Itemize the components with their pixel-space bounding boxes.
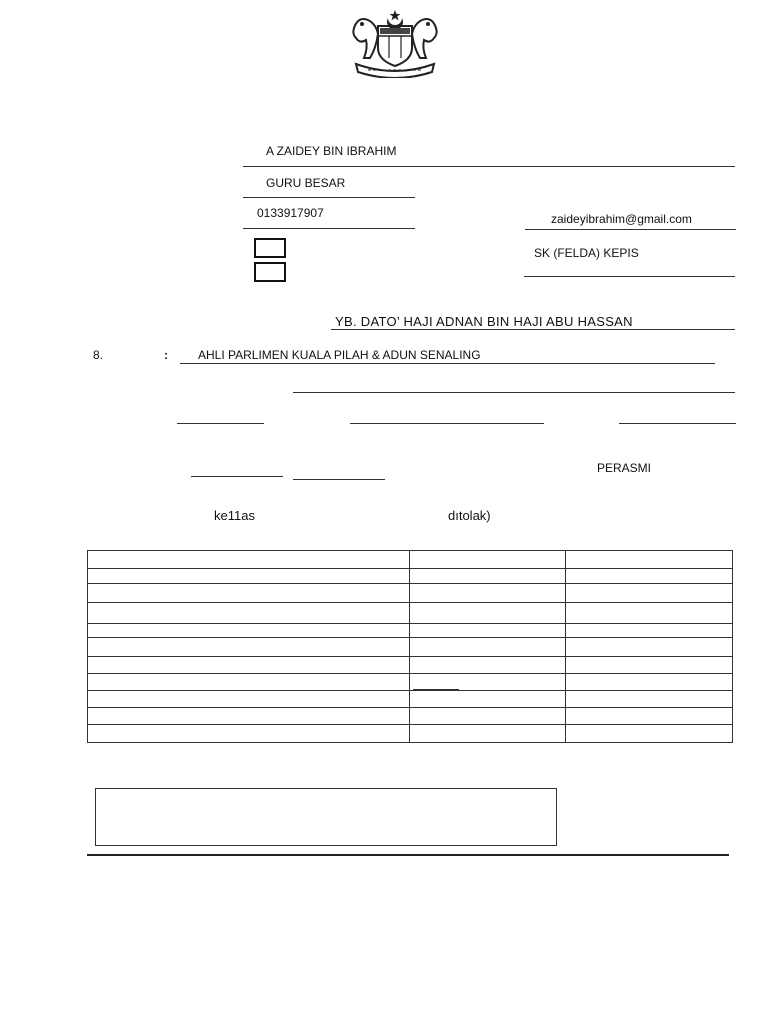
table-cell — [566, 691, 733, 708]
table-cell — [410, 725, 566, 743]
guest-name: YB. DATO’ HAJI ADNAN BIN HAJI ABU HASSAN — [335, 314, 633, 329]
table-underline-mark — [413, 689, 459, 690]
table-row — [88, 691, 733, 708]
item-colon: : — [164, 348, 168, 362]
applicant-school: SK (FELDA) KEPIS — [534, 246, 639, 260]
table-cell — [88, 708, 410, 725]
table-row — [88, 551, 733, 569]
table-row — [88, 624, 733, 638]
blank-line-3a — [191, 476, 283, 477]
table-cell — [566, 638, 733, 657]
table-cell — [566, 603, 733, 624]
fragment-ditolak: dıtolak) — [448, 508, 491, 523]
applicant-position-line — [243, 197, 415, 198]
table-row — [88, 708, 733, 725]
table-cell — [566, 708, 733, 725]
table-cell — [88, 603, 410, 624]
table-cell — [410, 691, 566, 708]
table-cell — [410, 569, 566, 584]
bottom-rule — [87, 854, 729, 856]
blank-line-1 — [293, 392, 735, 393]
table-cell — [88, 657, 410, 674]
table-cell — [88, 624, 410, 638]
applicant-school-line — [524, 276, 735, 277]
table-underline-mark — [570, 637, 608, 638]
table-cell — [410, 584, 566, 603]
table-cell — [566, 569, 733, 584]
table-cell — [566, 584, 733, 603]
guest-name-line — [331, 329, 735, 330]
table-cell — [88, 569, 410, 584]
table-cell — [566, 551, 733, 569]
table-row — [88, 569, 733, 584]
applicant-email-line — [525, 229, 736, 230]
table-underline-mark — [413, 583, 563, 584]
applicant-name: A ZAIDEY BIN IBRAHIM — [266, 144, 397, 158]
table-cell — [410, 624, 566, 638]
table-cell — [410, 603, 566, 624]
checkbox-option-2[interactable] — [254, 262, 286, 282]
table-row — [88, 674, 733, 691]
table-row — [88, 603, 733, 624]
item-number: 8. — [93, 348, 104, 362]
table-cell — [410, 638, 566, 657]
applicant-phone: 0133917907 — [257, 206, 324, 220]
applicant-phone-line — [243, 228, 415, 229]
details-table — [87, 550, 733, 743]
applicant-email: zaideyibrahim@gmail.com — [551, 212, 692, 226]
table-cell — [566, 624, 733, 638]
table-cell — [88, 674, 410, 691]
table-cell — [410, 708, 566, 725]
table-cell — [566, 725, 733, 743]
table-row — [88, 725, 733, 743]
guest-title-line — [180, 363, 715, 364]
fragment-kelas: ke11as — [214, 508, 255, 523]
applicant-position: GURU BESAR — [266, 176, 346, 190]
table-row — [88, 638, 733, 657]
role-label: PERASMI — [597, 461, 652, 475]
table-cell — [88, 551, 410, 569]
coat-of-arms-emblem — [348, 8, 442, 78]
applicant-name-line — [243, 166, 735, 167]
table-row — [88, 584, 733, 603]
table-cell — [88, 725, 410, 743]
remarks-box — [95, 788, 557, 846]
table-cell — [88, 638, 410, 657]
blank-line-2a — [177, 423, 264, 424]
guest-title: AHLI PARLIMEN KUALA PILAH & ADUN SENALING — [198, 348, 481, 362]
checkbox-option-1[interactable] — [254, 238, 286, 258]
blank-line-2b — [350, 423, 544, 424]
table-cell — [410, 551, 566, 569]
table-cell — [88, 584, 410, 603]
table-cell — [566, 674, 733, 691]
blank-line-2c — [619, 423, 736, 424]
table-cell — [88, 691, 410, 708]
blank-line-3b — [293, 479, 385, 480]
table-cell — [410, 674, 566, 691]
table-cell — [566, 657, 733, 674]
table-cell — [410, 657, 566, 674]
table-row — [88, 657, 733, 674]
